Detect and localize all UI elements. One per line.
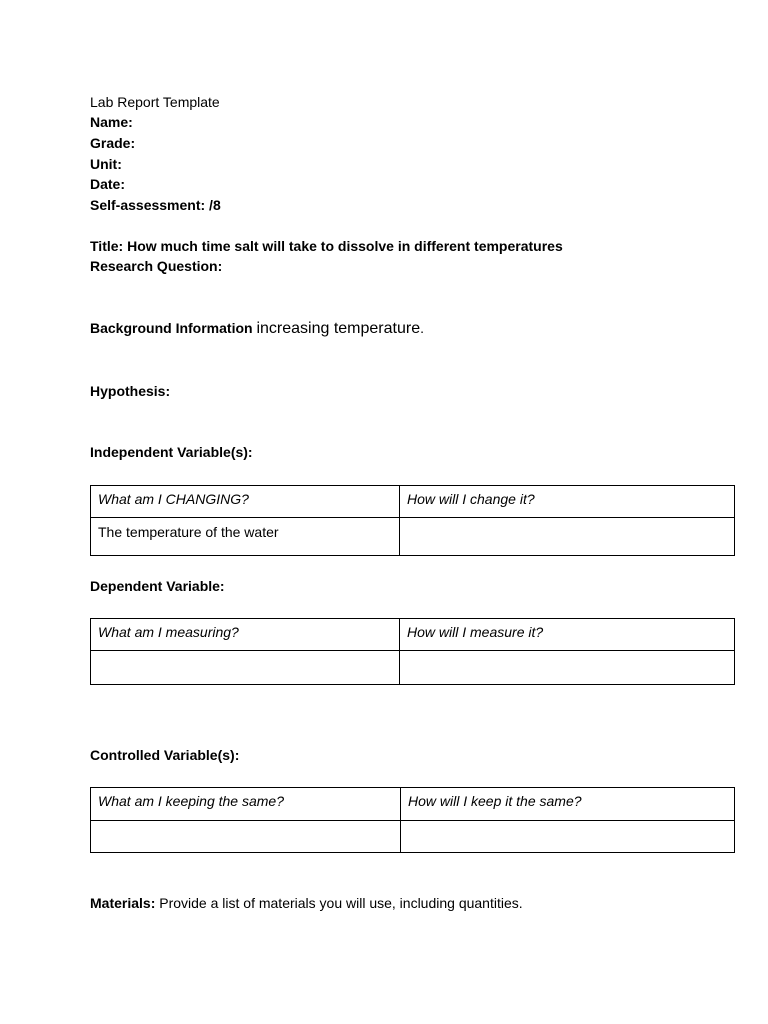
grade-label: Grade:: [90, 135, 136, 151]
table-header-cell: What am I CHANGING?: [91, 486, 400, 518]
dependent-variable-table: [90, 618, 735, 685]
table-header-row: [91, 486, 735, 518]
unit-label: Unit:: [90, 156, 122, 172]
table-cell[interactable]: The temperature of the water: [91, 518, 400, 556]
table-header-cell: How will I change it?: [400, 486, 735, 518]
table-cell[interactable]: [91, 821, 401, 853]
template-title: Lab Report Template: [90, 94, 220, 110]
hypothesis-label: Hypothesis:: [90, 383, 171, 399]
table-cell[interactable]: [400, 518, 735, 556]
dependent-variable-label: Dependent Variable:: [90, 578, 225, 594]
materials-label: Materials:: [90, 895, 156, 911]
table-header-cell: How will I keep it the same?: [401, 788, 735, 821]
independent-variable-label: Independent Variable(s):: [90, 444, 253, 460]
materials-line: [90, 894, 523, 912]
materials-text: Provide a list of materials you will use, including quantities.: [159, 895, 523, 911]
table-cell[interactable]: [400, 651, 735, 685]
table-header-cell: What am I measuring?: [91, 619, 400, 651]
table-cell[interactable]: [401, 821, 735, 853]
background-label: Background Information: [90, 320, 253, 336]
background-period: .: [420, 320, 424, 336]
table-row: [91, 821, 735, 853]
background-line: [90, 319, 424, 338]
controlled-variable-label: Controlled Variable(s):: [90, 747, 240, 763]
self-assessment-label: Self-assessment: /8: [90, 197, 221, 213]
table-cell[interactable]: [91, 651, 400, 685]
controlled-variable-table: [90, 787, 735, 853]
table-header-row: [91, 788, 735, 821]
research-question-label: Research Question:: [90, 258, 223, 274]
table-header-row: [91, 619, 735, 651]
report-title: Title: How much time salt will take to dissolve in different temperatures: [90, 238, 563, 254]
background-extra-text: increasing temperature: [256, 320, 421, 337]
table-row: [91, 518, 735, 556]
table-header-cell: What am I keeping the same?: [91, 788, 401, 821]
date-label: Date:: [90, 176, 126, 192]
independent-variable-table: [90, 485, 735, 556]
name-label: Name:: [90, 114, 133, 130]
table-header-cell: How will I measure it?: [400, 619, 735, 651]
table-row: [91, 651, 735, 685]
